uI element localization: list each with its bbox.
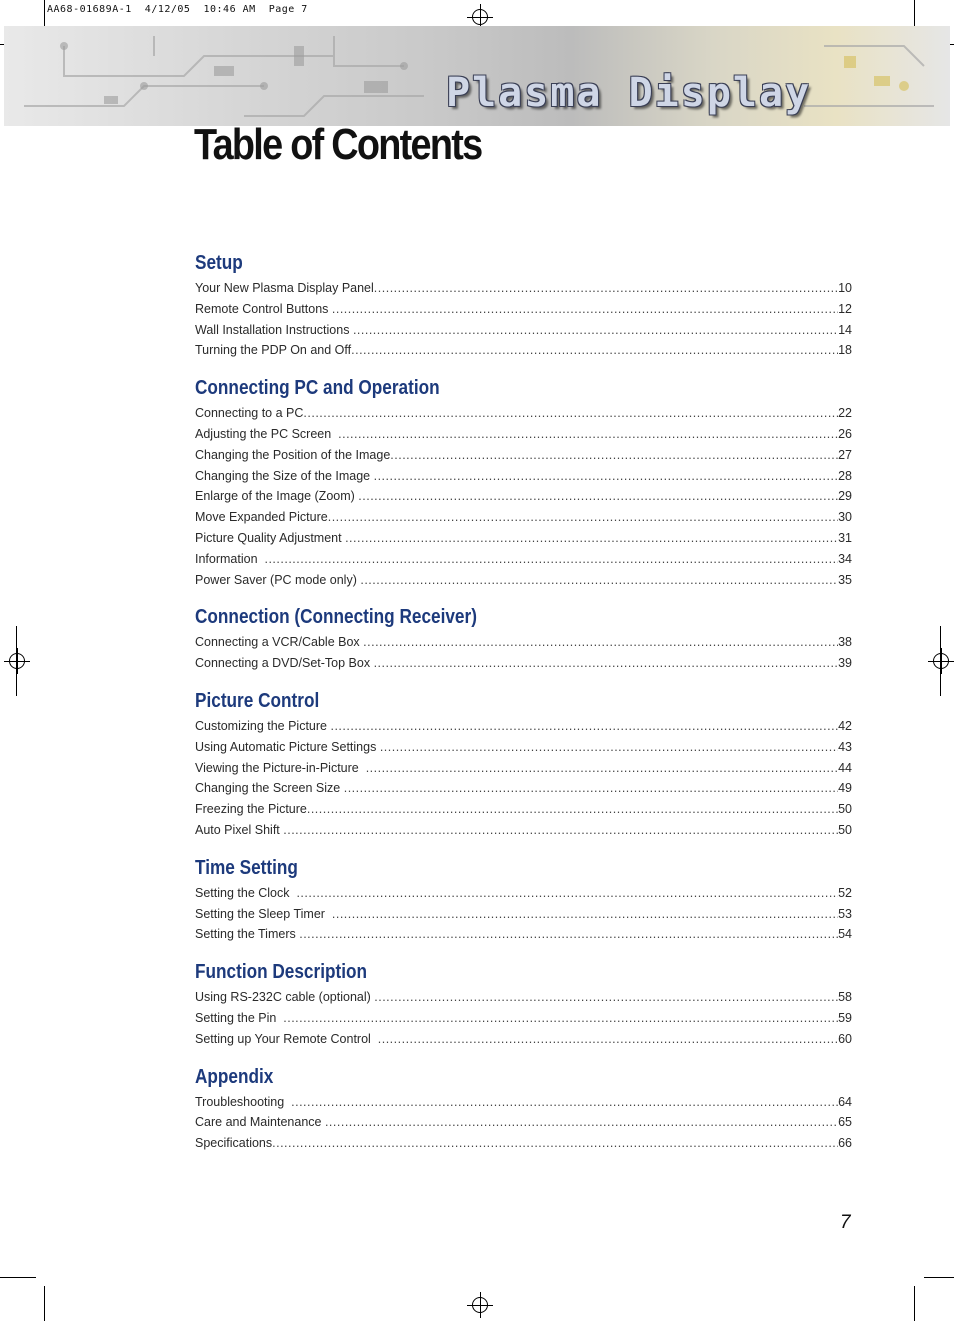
- toc-entry-page: 58: [838, 990, 852, 1005]
- toc-entry-page: 49: [838, 781, 852, 796]
- toc-entry: [195, 1133, 852, 1154]
- toc-entry-label: Setting the Pin: [195, 1010, 284, 1025]
- dot-leader: [344, 778, 838, 799]
- toc-entry-label: Using RS-232C cable (optional): [195, 990, 375, 1005]
- dot-leader: [307, 799, 838, 820]
- dot-leader: [380, 737, 838, 758]
- dot-leader: [291, 1092, 838, 1113]
- toc-section: [195, 250, 852, 361]
- toc-entry-page: 44: [838, 760, 852, 775]
- toc-entry: [195, 466, 852, 487]
- toc-entry-page: 39: [838, 656, 852, 671]
- toc-entry-label: Remote Control Buttons: [195, 301, 332, 316]
- dot-leader: [374, 653, 839, 674]
- dot-leader: [363, 632, 838, 653]
- toc-entry-page: 31: [838, 530, 852, 545]
- toc-section: [195, 604, 852, 674]
- toc-section: [195, 959, 852, 1049]
- dot-leader: [358, 486, 838, 507]
- dot-leader: [390, 445, 838, 466]
- toc-entry-page: 34: [838, 551, 852, 566]
- section-heading: Time Setting: [195, 856, 298, 879]
- toc-entry: [195, 904, 852, 925]
- toc-entry: [195, 924, 852, 945]
- section-heading: Connection (Connecting Receiver): [195, 606, 477, 629]
- dot-leader: [299, 924, 838, 945]
- toc-entry: [195, 716, 852, 737]
- toc-entry: [195, 632, 852, 653]
- toc-entry-page: 59: [838, 1010, 852, 1025]
- dot-leader: [330, 716, 838, 737]
- toc-entry-label: Changing the Screen Size: [195, 781, 344, 796]
- toc-entry-page: 30: [838, 510, 852, 525]
- toc-entry: [195, 653, 852, 674]
- toc-entry: [195, 340, 852, 361]
- toc-entry-page: 14: [838, 322, 852, 337]
- dot-leader: [332, 299, 838, 320]
- dot-leader: [332, 904, 838, 925]
- crop-mark-bottom-right-h: [924, 1277, 954, 1278]
- toc-section: [195, 1064, 852, 1154]
- dot-leader: [378, 1029, 838, 1050]
- dot-leader: [366, 758, 838, 779]
- toc-entry-page: 22: [838, 406, 852, 421]
- section-heading: Function Description: [195, 961, 367, 984]
- dot-leader: [272, 1133, 838, 1154]
- dot-leader: [264, 549, 838, 570]
- crop-mark-bottom-left-h: [0, 1277, 36, 1278]
- toc-entry: [195, 883, 852, 904]
- crop-mark-bottom-left-v: [44, 1286, 45, 1321]
- crop-mark-bottom-right-v: [914, 1286, 915, 1321]
- toc-entry-label: Setting the Timers: [195, 927, 300, 942]
- toc-entry-page: 60: [838, 1031, 852, 1046]
- toc-entry-label: Enlarge of the Image (Zoom): [195, 489, 359, 504]
- toc-entry-label: Connecting to a PC: [195, 406, 304, 421]
- table-of-contents: [195, 250, 852, 1168]
- toc-section: [195, 375, 852, 590]
- toc-entry-page: 50: [838, 802, 852, 817]
- section-heading: Appendix: [195, 1065, 274, 1088]
- toc-entry-label: Changing the Size of the Image: [195, 468, 374, 483]
- toc-entry: [195, 737, 852, 758]
- toc-entry-page: 18: [838, 343, 852, 358]
- toc-entry: [195, 486, 852, 507]
- print-slug: AA68-01689A-1 4/12/05 10:46 AM Page 7: [47, 4, 308, 15]
- toc-entry-label: Your New Plasma Display Panel: [195, 281, 374, 295]
- toc-entry: [195, 1029, 852, 1050]
- toc-entry: [195, 299, 852, 320]
- toc-entry-page: 65: [838, 1115, 852, 1130]
- dot-leader: [328, 507, 838, 528]
- toc-entry: [195, 1008, 852, 1029]
- banner-title: Plasma Display: [446, 70, 812, 116]
- toc-entry-label: Setting the Clock: [195, 885, 297, 900]
- dot-leader: [325, 1112, 838, 1133]
- section-heading: Picture Control: [195, 689, 320, 712]
- toc-entry-label: Move Expanded Picture: [195, 510, 328, 525]
- toc-entry-page: 10: [838, 281, 852, 295]
- registration-mark-bottom: [472, 1297, 488, 1313]
- toc-entry-label: Care and Maintenance: [195, 1115, 325, 1130]
- toc-entry-page: 53: [838, 906, 852, 921]
- dot-leader: [374, 466, 839, 487]
- toc-entry: [195, 799, 852, 820]
- toc-entry: [195, 528, 852, 549]
- toc-entry: [195, 278, 852, 299]
- toc-entry-page: 26: [838, 426, 852, 441]
- dot-leader: [283, 820, 838, 841]
- dot-leader: [283, 1008, 838, 1029]
- toc-entry-page: 54: [838, 927, 852, 942]
- toc-entry-label: Picture Quality Adjustment: [195, 530, 346, 545]
- toc-entry: [195, 778, 852, 799]
- toc-entry-label: Auto Pixel Shift: [195, 822, 284, 837]
- dot-leader: [374, 278, 838, 299]
- dot-leader: [345, 528, 838, 549]
- header-banner: [4, 26, 950, 126]
- toc-entry-page: 29: [838, 489, 852, 504]
- toc-entry-label: Changing the Position of the Image: [195, 447, 391, 462]
- toc-entry-page: 38: [838, 635, 852, 650]
- toc-entry-page: 66: [838, 1136, 852, 1151]
- toc-section: [195, 688, 852, 841]
- toc-entry-label: Information: [195, 551, 265, 566]
- section-heading: Connecting PC and Operation: [195, 377, 440, 400]
- toc-entry: [195, 758, 852, 779]
- section-heading: Setup: [195, 252, 243, 274]
- toc-entry: [195, 1092, 852, 1113]
- registration-mark-top: [472, 9, 488, 25]
- toc-entry-label: Viewing the Picture-in-Picture: [195, 760, 366, 775]
- toc-entry-label: Specifications: [195, 1136, 273, 1151]
- toc-entry-page: 35: [838, 572, 852, 587]
- dot-leader: [296, 883, 838, 904]
- toc-entry-label: Connecting a DVD/Set-Top Box: [195, 656, 374, 671]
- toc-entry-page: 50: [838, 822, 852, 837]
- toc-entry-label: Power Saver (PC mode only): [195, 572, 361, 587]
- toc-entry: [195, 1112, 852, 1133]
- toc-entry: [195, 320, 852, 341]
- dot-leader: [338, 424, 838, 445]
- toc-entry-page: 42: [838, 718, 852, 733]
- toc-entry-label: Troubleshooting: [195, 1094, 292, 1109]
- toc-entry: [195, 820, 852, 841]
- toc-entry: [195, 424, 852, 445]
- toc-entry-page: 43: [838, 739, 852, 754]
- toc-entry-label: Setting up Your Remote Control: [195, 1031, 378, 1046]
- toc-entry: [195, 507, 852, 528]
- page-number: 7: [840, 1212, 851, 1233]
- toc-entry-label: Connecting a VCR/Cable Box: [195, 635, 364, 650]
- toc-entry-label: Using Automatic Picture Settings: [195, 739, 380, 754]
- toc-entry: [195, 445, 852, 466]
- toc-entry: [195, 403, 852, 424]
- toc-entry-label: Turning the PDP On and Off: [195, 343, 352, 358]
- toc-entry: [195, 987, 852, 1008]
- toc-entry-label: Adjusting the PC Screen: [195, 426, 339, 441]
- dot-leader: [374, 987, 838, 1008]
- registration-mark-right: [933, 653, 949, 669]
- toc-entry-page: 12: [838, 301, 852, 316]
- toc-entry-page: 28: [838, 468, 852, 483]
- toc-entry-label: Setting the Sleep Timer: [195, 906, 332, 921]
- dot-leader: [360, 570, 838, 591]
- page-title: Table of Contents: [194, 120, 482, 169]
- dot-leader: [303, 403, 838, 424]
- toc-entry-page: 52: [838, 885, 852, 900]
- toc-entry-label: Wall Installation Instructions: [195, 322, 353, 337]
- dot-leader: [353, 320, 838, 341]
- toc-entry-page: 27: [838, 447, 852, 462]
- dot-leader: [351, 340, 838, 361]
- toc-section: [195, 855, 852, 945]
- toc-entry: [195, 570, 852, 591]
- registration-mark-left: [9, 653, 25, 669]
- toc-entry-label: Freezing the Picture: [195, 802, 307, 817]
- toc-entry-page: 64: [838, 1094, 852, 1109]
- toc-entry: [195, 549, 852, 570]
- toc-entry-label: Customizing the Picture: [195, 718, 331, 733]
